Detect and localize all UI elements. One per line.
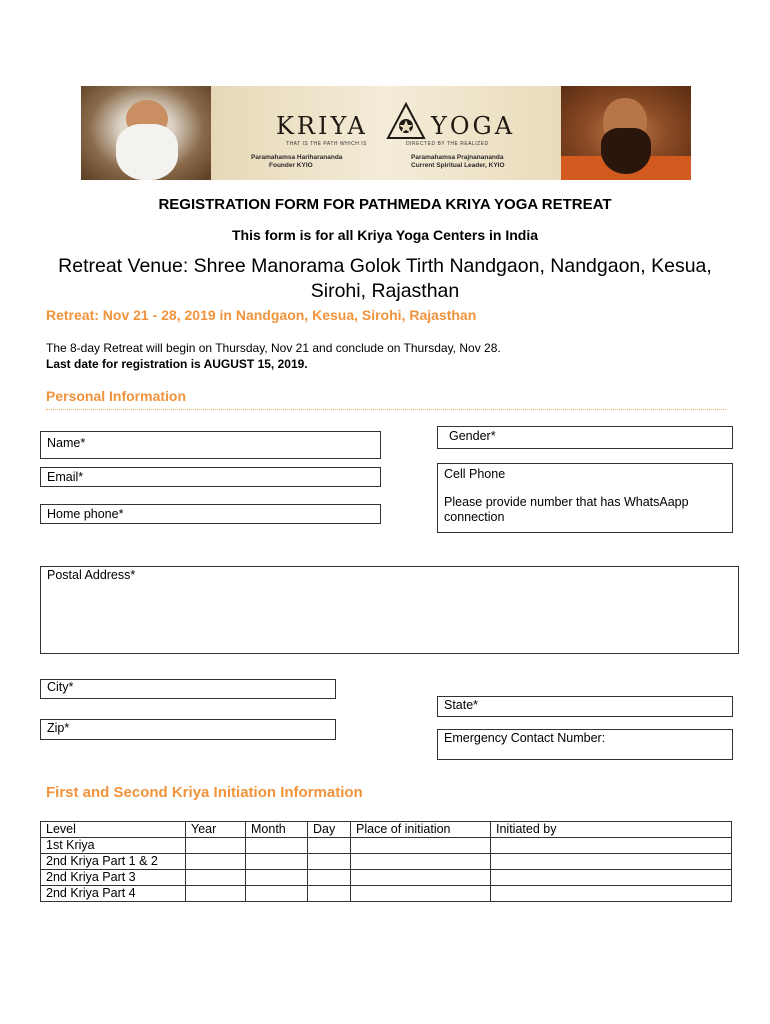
- column-header-level: Level: [41, 822, 186, 838]
- day-cell[interactable]: [308, 854, 351, 870]
- city-label: City*: [47, 680, 74, 694]
- initiated-by-cell[interactable]: [491, 870, 732, 886]
- day-cell[interactable]: [308, 886, 351, 902]
- initiation-table: [40, 821, 732, 902]
- year-cell[interactable]: [186, 870, 246, 886]
- logo-text-kriya: KRIYA: [276, 112, 368, 140]
- initiated-by-cell[interactable]: [491, 838, 732, 854]
- table-row: [41, 838, 732, 854]
- tagline-right: DIRECTED BY THE REALIZED: [406, 141, 489, 147]
- column-header-month: Month: [246, 822, 308, 838]
- postal-address-field[interactable]: [40, 566, 739, 654]
- place-cell[interactable]: [351, 886, 491, 902]
- founder-right: [411, 154, 505, 170]
- table-row: [41, 886, 732, 902]
- cell-phone-label: Cell Phone: [444, 467, 506, 481]
- zip-label: Zip*: [47, 721, 70, 735]
- column-header-initiated-by: Initiated by: [491, 822, 732, 838]
- email-label: Email*: [47, 470, 84, 484]
- month-cell[interactable]: [246, 870, 308, 886]
- column-header-year: Year: [186, 822, 246, 838]
- day-cell[interactable]: [308, 870, 351, 886]
- gender-field[interactable]: [437, 426, 733, 449]
- postal-address-label: Postal Address*: [47, 568, 136, 582]
- state-label: State*: [444, 698, 479, 712]
- logo-text-yoga: YOGA: [431, 112, 516, 140]
- day-cell[interactable]: [308, 838, 351, 854]
- section-title-initiation: First and Second Kriya Initiation Information: [46, 784, 363, 801]
- section-divider: [46, 409, 726, 410]
- row-level: 2nd Kriya Part 4: [41, 886, 186, 902]
- founder-left-role: Founder KYIO: [269, 162, 313, 169]
- email-field[interactable]: [40, 467, 381, 487]
- year-cell[interactable]: [186, 838, 246, 854]
- table-row: [41, 854, 732, 870]
- portrait-hariharananda: [81, 86, 211, 180]
- row-level: 1st Kriya: [41, 838, 186, 854]
- section-title-personal: Personal Information: [46, 388, 187, 404]
- initiated-by-cell[interactable]: [491, 854, 732, 870]
- place-cell[interactable]: [351, 854, 491, 870]
- header-banner: [81, 86, 691, 180]
- column-header-place: Place of initiation: [351, 822, 491, 838]
- registration-deadline: Last date for registration is AUGUST 15, 2019.: [46, 357, 308, 371]
- month-cell[interactable]: [246, 854, 308, 870]
- emergency-contact-field[interactable]: [437, 729, 733, 760]
- home-phone-field[interactable]: [40, 504, 381, 524]
- founder-right-role: Current Spiritual Leader, KYIO: [411, 162, 505, 169]
- retreat-venue: Retreat Venue: Shree Manorama Golok Tirth Nandgaon, Nandgaon, Kesua, Sirohi, Rajasthan: [58, 255, 712, 302]
- zip-field[interactable]: [40, 719, 336, 740]
- retreat-description: The 8-day Retreat will begin on Thursday, Nov 21 and conclude on Thursday, Nov 28.: [46, 341, 501, 355]
- initiated-by-cell[interactable]: [491, 886, 732, 902]
- name-label: Name*: [47, 436, 86, 450]
- tagline-left: THAT IS THE PATH WHICH IS: [286, 141, 367, 147]
- row-level: 2nd Kriya Part 3: [41, 870, 186, 886]
- table-row: [41, 870, 732, 886]
- form-title: REGISTRATION FORM FOR PATHMEDA KRIYA YOGA RETREAT: [158, 196, 612, 213]
- state-field[interactable]: [437, 696, 733, 717]
- cell-phone-note: Please provide number that has WhatsAapp connection: [444, 495, 689, 524]
- cell-phone-field[interactable]: [437, 463, 733, 533]
- name-field[interactable]: [40, 431, 381, 459]
- row-level: 2nd Kriya Part 1 & 2: [41, 854, 186, 870]
- portrait-prajnanananda: [561, 86, 691, 180]
- founder-right-name: Paramahamsa Prajnanananda: [411, 154, 504, 161]
- month-cell[interactable]: [246, 838, 308, 854]
- home-phone-label: Home phone*: [47, 507, 124, 521]
- column-header-day: Day: [308, 822, 351, 838]
- place-cell[interactable]: [351, 870, 491, 886]
- year-cell[interactable]: [186, 854, 246, 870]
- gender-label: Gender*: [449, 429, 496, 443]
- founder-left-name: Paramahamsa Hariharananda: [251, 154, 343, 161]
- form-subtitle: This form is for all Kriya Yoga Centers in India: [232, 227, 538, 243]
- emergency-contact-label: Emergency Contact Number:: [444, 731, 606, 745]
- place-cell[interactable]: [351, 838, 491, 854]
- city-field[interactable]: [40, 679, 336, 699]
- table-header-row: [41, 822, 732, 838]
- year-cell[interactable]: [186, 886, 246, 902]
- kriya-yoga-emblem-icon: [384, 102, 428, 142]
- retreat-dates: Retreat: Nov 21 - 28, 2019 in Nandgaon, Kesua, Sirohi, Rajasthan: [46, 307, 477, 323]
- founder-left: [251, 154, 342, 170]
- month-cell[interactable]: [246, 886, 308, 902]
